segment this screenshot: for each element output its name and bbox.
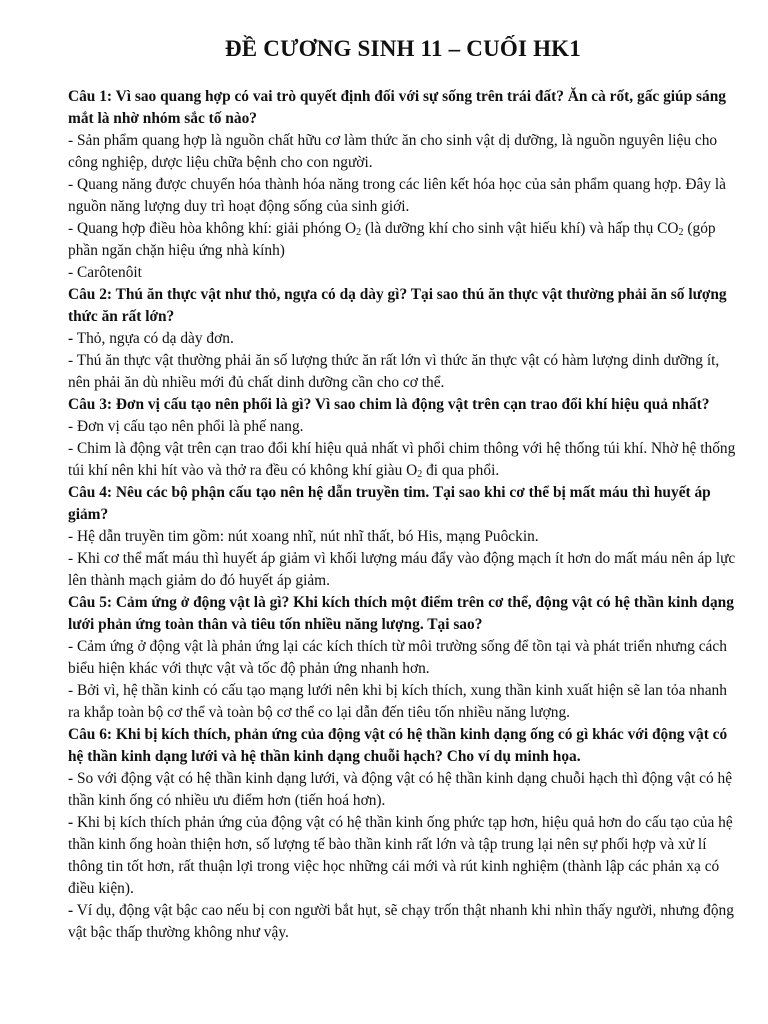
question-3-heading: Câu 3: Đơn vị cấu tạo nên phổi là gì? Vì sao chim là động vật trên cạn trao đổi khí hiệu quả nhất? [68, 396, 710, 413]
question-3-answer-1: - Đơn vị cấu tạo nên phổi là phế nang. [68, 418, 304, 435]
subscript: 2 [417, 469, 423, 480]
question-2-answer-2: - Thú ăn thực vật thường phải ăn số lượng thức ăn rất lớn vì thức ăn thực vật có hàm lượng dinh dưỡng ít, nên phải ăn dù nhiều mới đủ chất dinh dưỡng cần cho cơ thể. [68, 352, 720, 391]
question-1-answer-4: - Carôtenôit [68, 264, 142, 281]
answer-text: (là dưỡng khí cho sinh vật hiếu khí) và hấp thụ CO [361, 220, 679, 237]
bullet-dash: - [68, 814, 74, 831]
subscript: 2 [356, 227, 362, 238]
answer-text: - Quang hợp điều hòa không khí: giải phóng O [68, 220, 357, 237]
answer-text: (góp phần ngăn chặn hiệu ứng nhà kính) [68, 220, 716, 259]
question-2-heading: Câu 2: Thú ăn thực vật như thỏ, ngựa có dạ dày gì? Tại sao thú ăn thực vật thường phải ăn số lượng thức ăn rất lớn? [68, 286, 727, 325]
answer-text: đi qua phổi. [422, 462, 500, 479]
question-4 [68, 482, 738, 592]
question-4-answer-1: - Hệ dẫn truyền tim gồm: nút xoang nhĩ, nút nhĩ thất, bó His, mạng Puôckin. [68, 528, 539, 545]
question-5-heading: Câu 5: Cảm ứng ở động vật là gì? Khi kích thích một điểm trên cơ thể, động vật có hệ thần kinh dạng lưới phản ứng toàn thân và tiêu tốn nhiều năng lượng. Tại sao? [68, 594, 734, 633]
answer-text: So với động vật có hệ thần kinh dạng lưới, và động vật có hệ thần kinh dạng chuỗi hạch thì động vật có hệ thần kinh ống có nhiều ưu điểm hơn (tiến hoá hơn). [68, 770, 733, 809]
question-4-answer-2: - Khi cơ thể mất máu thì huyết áp giảm vì khối lượng máu đẩy vào động mạch ít hơn do mất máu nên áp lực lên thành mạch giảm do đó huyết áp giảm. [68, 550, 736, 589]
question-2 [68, 284, 738, 394]
question-5-answer-1: - Cảm ứng ở động vật là phản ứng lại các kích thích từ môi trường sống để tồn tại và phát triển nhưng cách biểu hiện khác với thực vật và tốc độ phản ứng nhanh hơn. [68, 638, 727, 677]
answer-text: Thỏ, ngựa có dạ dày đơn. [73, 330, 234, 347]
answer-text: - Chim là động vật trên cạn trao đổi khí hiệu quả nhất vì phổi chim thông với hệ thống túi khí. Nhờ hệ thống túi khí nên khi hít vào và thở ra đều có không khí giàu O [68, 440, 736, 479]
question-2-answer-1 [68, 328, 738, 350]
answer-text: Khi bị kích thích phản ứng của động vật có hệ thần kinh ống phức tạp hơn, hiệu quả hơn do cấu tạo của hệ thần kinh ống hoàn thiện hơn, số lượng tế bào thần kinh rất lớn và tập trung lại nên sự phối hợp và xử lí thông tin tốt hơn, rất thuận lợi trong việc học những cái mới và rút kinh nghiệm (thành lập các phản xạ có điều kiện). [68, 814, 733, 897]
bullet-dash: - [68, 770, 74, 787]
question-1-heading: Câu 1: Vì sao quang hợp có vai trò quyết định đối với sự sống trên trái đất? Ăn cà rốt, gấc giúp sáng mắt là nhờ nhóm sắc tố nào? [68, 88, 726, 127]
question-6-answer-2 [68, 812, 738, 900]
bullet-dash: - [68, 902, 74, 919]
question-6 [68, 724, 738, 944]
answer-text: Ví dụ, động vật bậc cao nếu bị con người bắt hụt, sẽ chạy trốn thật nhanh khi nhìn thấy người, nhưng động vật bậc thấp thường không như vậy. [68, 902, 734, 941]
question-6-heading: Câu 6: Khi bị kích thích, phản ứng của động vật có hệ thần kinh dạng ống có gì khác với động vật có hệ thần kinh dạng lưới và hệ thần kinh dạng chuỗi hạch? Cho ví dụ minh họa. [68, 726, 728, 765]
question-6-answer-3 [68, 900, 738, 944]
question-4-heading: Câu 4: Nêu các bộ phận cấu tạo nên hệ dẫn truyền tim. Tại sao khi cơ thể bị mất máu thì huyết áp giảm? [68, 484, 711, 523]
question-1-answer-3 [68, 218, 738, 262]
question-1-answer-1: - Sản phẩm quang hợp là nguồn chất hữu cơ làm thức ăn cho sinh vật dị dưỡng, là nguồn nguyên liệu cho công nghiệp, dược liệu chữa bệnh cho con người. [68, 132, 718, 171]
question-5 [68, 592, 738, 724]
question-1-answer-2: - Quang năng được chuyển hóa thành hóa năng trong các liên kết hóa học của sản phẩm quang hợp. Đây là nguồn năng lượng duy trì hoạt động sống của sinh giới. [68, 176, 726, 215]
question-3 [68, 394, 738, 482]
question-1 [68, 86, 738, 284]
question-3-answer-2 [68, 438, 738, 482]
subscript: 2 [678, 227, 684, 238]
question-5-answer-2: - Bởi vì, hệ thần kinh có cấu tạo mạng lưới nên khi bị kích thích, xung thần kinh xuất hiện sẽ lan tỏa nhanh ra khắp toàn bộ cơ thể và toàn bộ cơ thể co lại dẫn đến tiêu tốn nhiều năng lượng. [68, 682, 727, 721]
question-6-answer-1 [68, 768, 738, 812]
bullet-dash: - [68, 330, 74, 347]
document-title: ĐỀ CƯƠNG SINH 11 – CUỐI HK1 [225, 36, 581, 61]
